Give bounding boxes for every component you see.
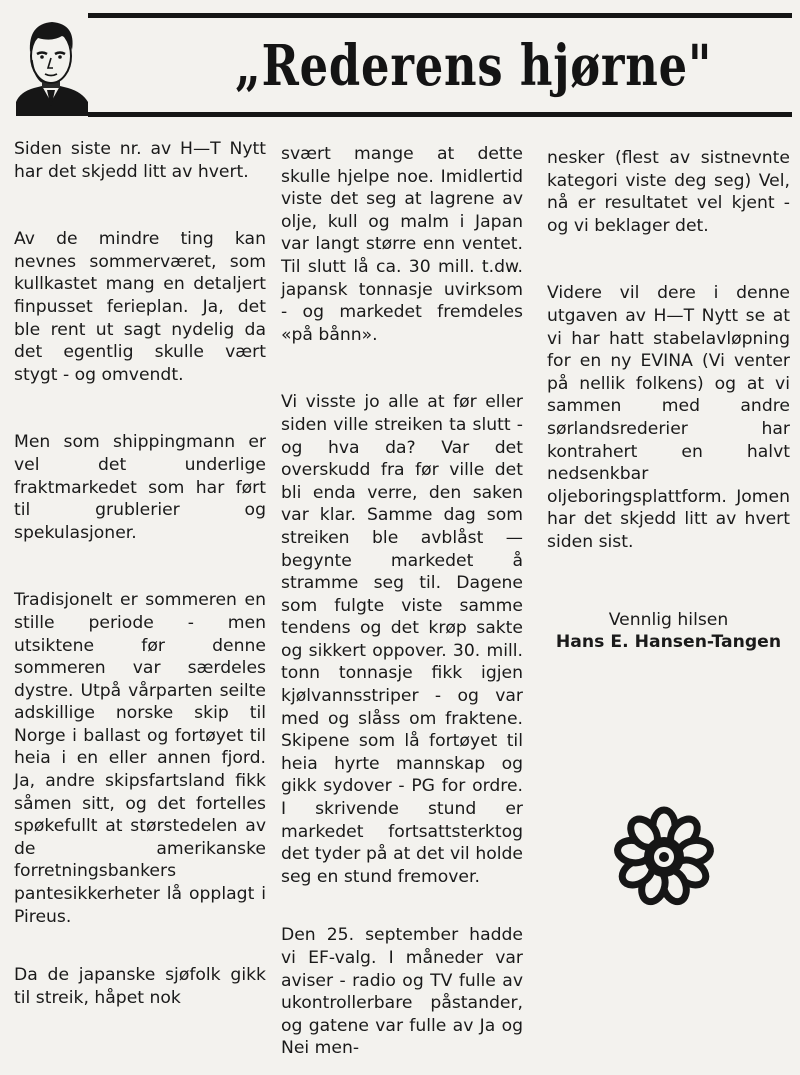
signoff-name: Hans E. Hansen-Tangen <box>555 631 782 652</box>
paragraph: Da de japanske sjøfolk gikk til streik, håpet nok <box>14 965 266 1008</box>
paragraph: Den 25. september hadde vi EF-valg. I måneder var aviser - radio og TV fulle av ukontrollerbare påstander, og gatene var fulle av Ja og Nei men- <box>281 925 523 1059</box>
text-column-2 <box>281 143 523 1060</box>
paragraph: Men som shippingmann er vel det underlige fraktmarkedet som har ført til grublerier og spekulasjoner. <box>14 432 266 543</box>
paragraph: Av de mindre ting kan nevnes sommerværet, som kullkastet mang en detaljert finpusset ferieplan. Ja, det ble rent ut sagt nydelig da det egentlig skulle vært stygt - og omvendt. <box>14 229 266 385</box>
paragraph: nesker (flest av sistnevnte kategori viste deg seg) Vel, nå er resultatet vel kjent - og vi beklager det. <box>547 148 790 236</box>
header-rule-bottom <box>88 112 792 117</box>
signoff <box>547 609 790 653</box>
text-column-1 <box>14 138 266 1009</box>
text-column-3 <box>547 147 790 653</box>
flower-ornament-icon <box>612 805 716 909</box>
paragraph: Tradisjonelt er sommeren en stille periode - men utsiktene før denne sommeren var særdeles dystre. Utpå vårparten seilte adskillige norske skip til Norge i ballast og fortøyet til heia i en eller annen fjord. Ja, andre skipsfartsland fikk såmen sitt, og det fortelles spøkefullt at størstedelen av de amerikanske forretningsbankers pantesikkerheter lå opplagt i Pireus. <box>14 590 266 927</box>
paragraph: svært mange at dette skulle hjelpe noe. Imidlertid viste det seg at lagrene av olje, kull og malm i Japan var langt større enn ventet. Til slutt lå ca. 30 mill. t.dw. japansk tonnasje uvirksom - og markedet fremdeles «på bånn». <box>281 144 523 345</box>
page-title: „Rederens hjørne" <box>235 33 713 99</box>
paragraph: Videre vil dere i denne utgaven av H—T Nytt se at vi har hatt stabelavløpning for en ny EVINA (Vi venter på nellik folkens) og at vi sammen med andre sørlandsrederier har kontrahert en halvt nedsenkbar oljeboringsplattform. Jomen har det skjedd litt av hvert siden sist. <box>547 283 790 552</box>
paragraph: Vi visste jo alle at før eller siden ville streiken ta slutt - og hva da? Var det overskudd fra før ville det bli enda verre, den saken var klar. Samme dag som streiken ble avblåst — begynte markedet å stramme seg til. Dagene som fulgte viste samme tendens og det krøp sakte og sikkert oppover. 30. mill. tonn tonnasje fikk igjen kjølvannsstriper - og var med og slåss om fraktene. Skipene som lå fortøyet til heia hyrte mannskap og gikk sydover - PG for ordre. I skrivende stund er markedet fortsattsterktog det tyder på at det vil holde seg en stund fremover. <box>281 392 523 887</box>
header-rule-top <box>88 13 792 18</box>
signoff-greeting: Vennlig hilsen <box>608 609 729 630</box>
portrait-icon <box>12 16 90 116</box>
paragraph: Siden siste nr. av H—T Nytt har det skjedd litt av hvert. <box>14 139 266 182</box>
